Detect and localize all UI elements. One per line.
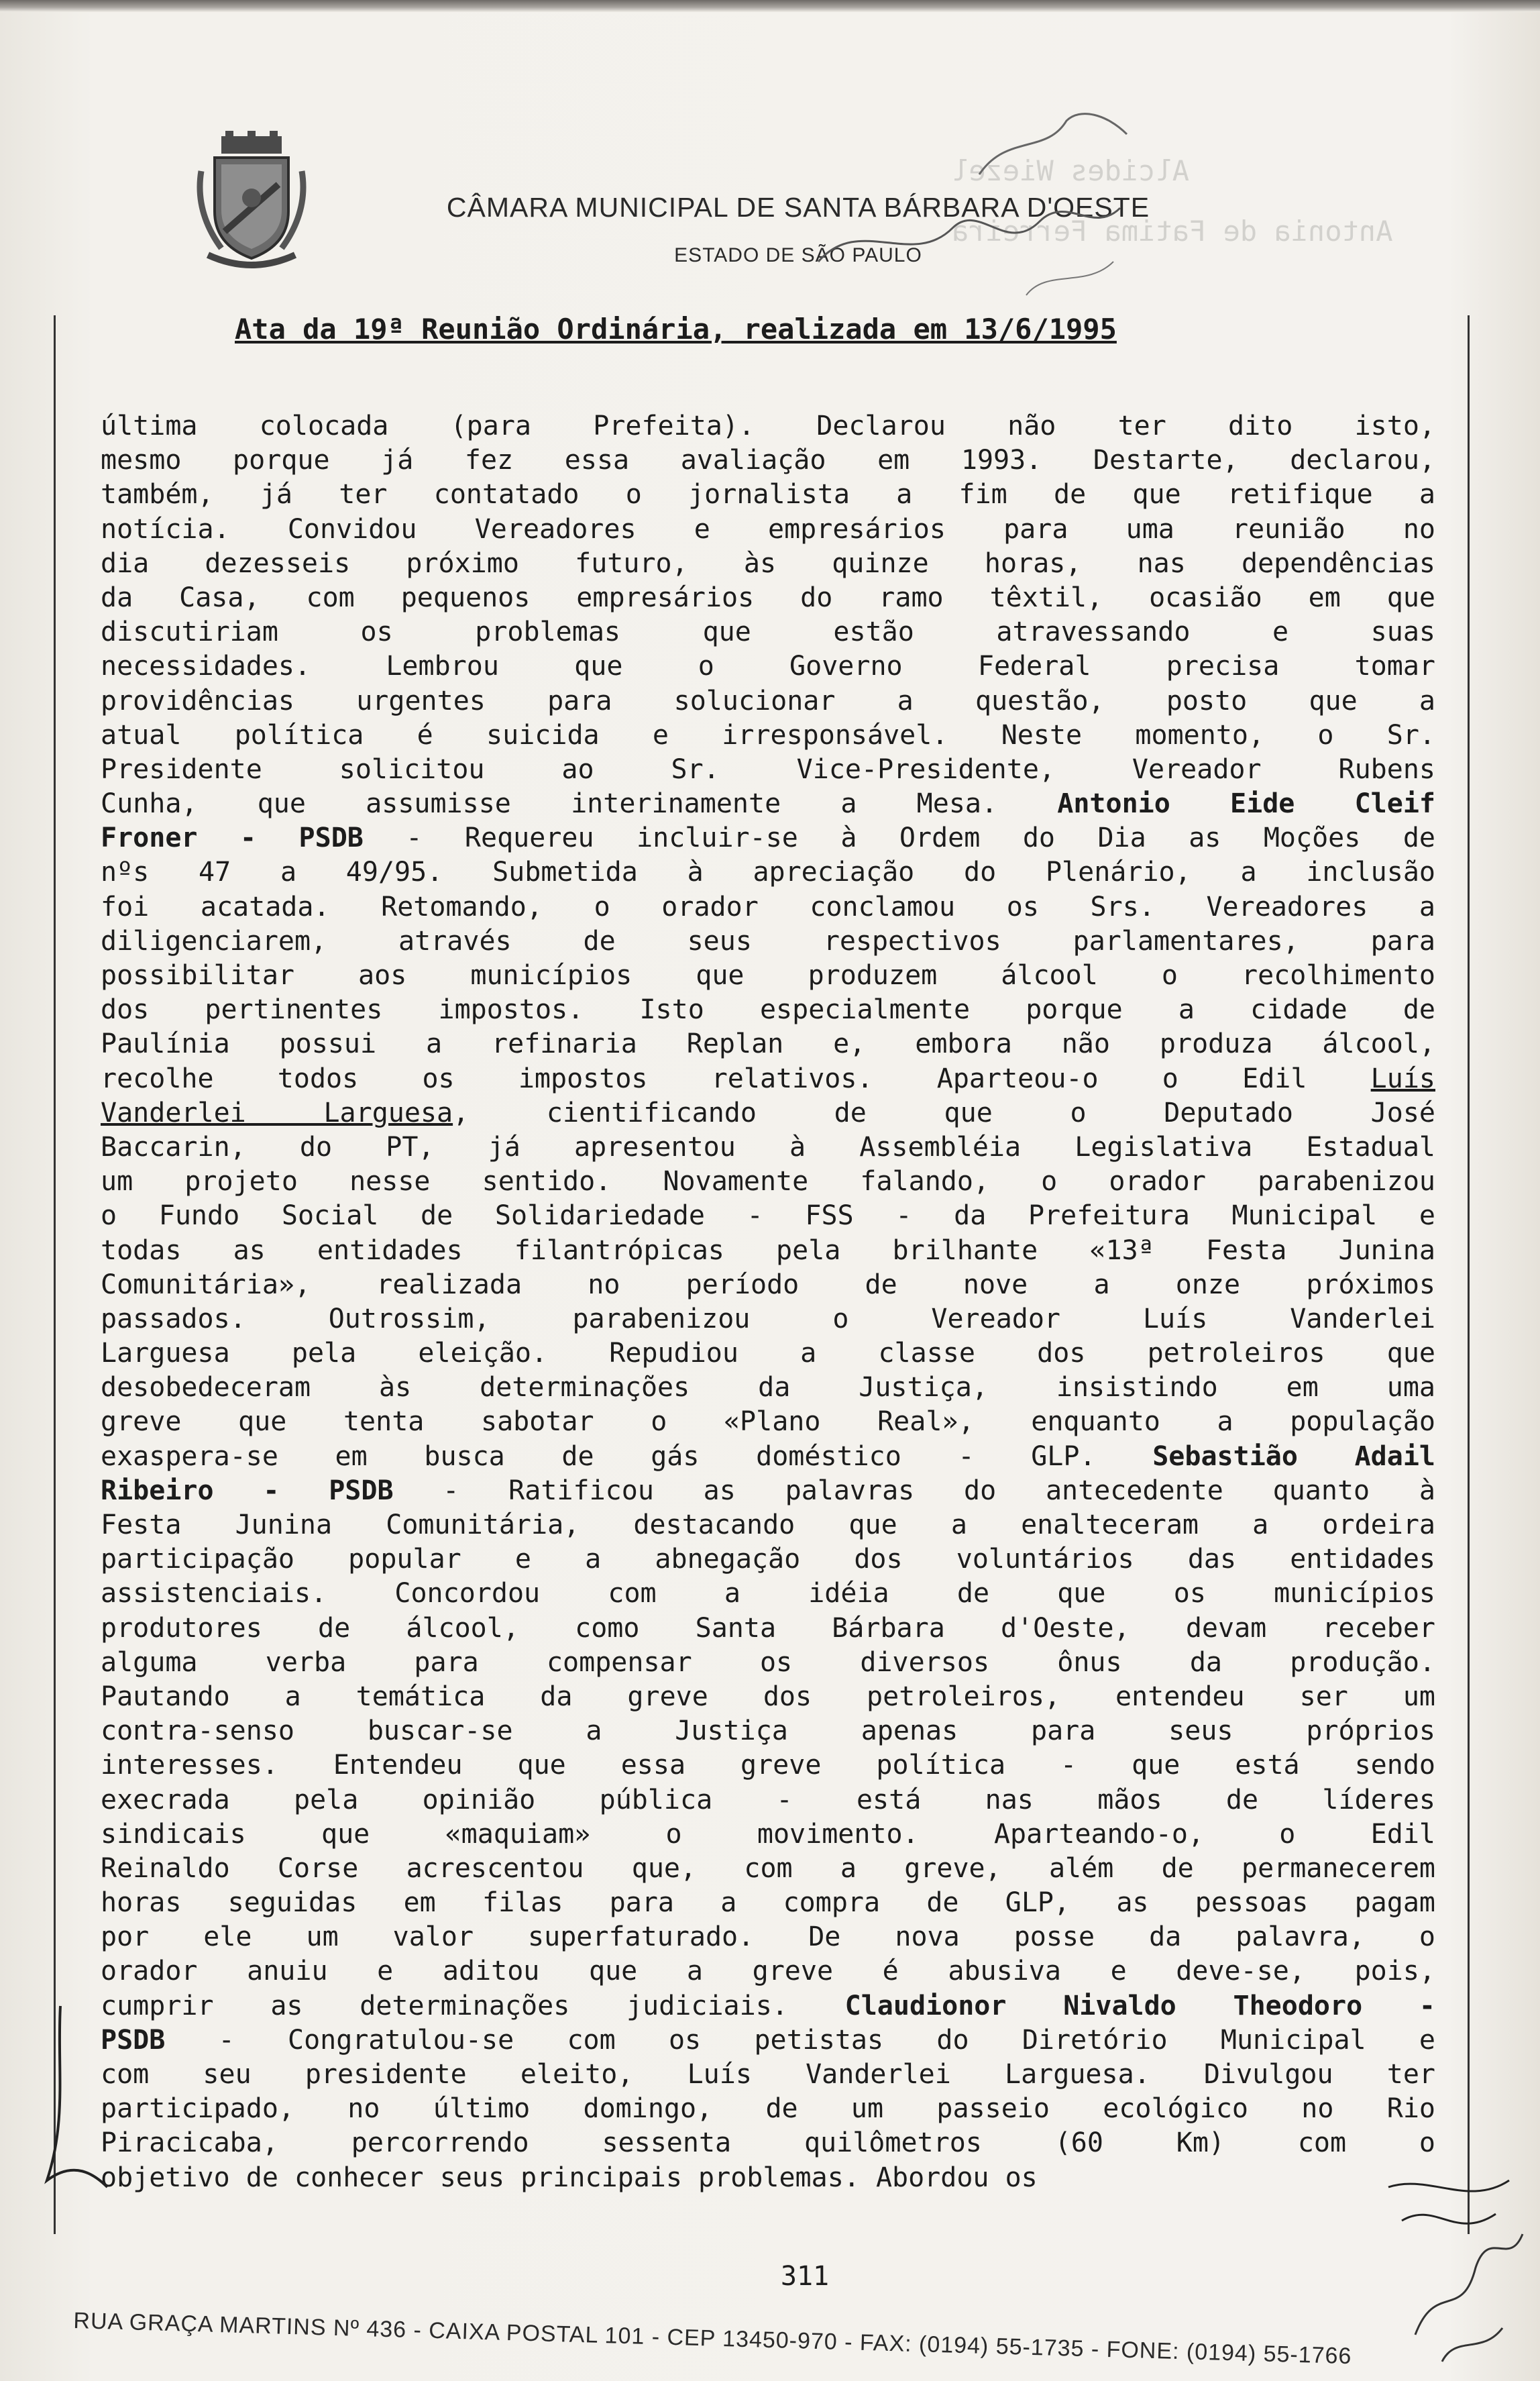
text-segment: também, já ter contatado o jornalista a fim de que retifique a	[101, 479, 1435, 511]
text-segment: cumprir as determinações judiciais.	[101, 1990, 845, 2021]
text-line	[101, 478, 1435, 512]
text-line	[101, 615, 1435, 649]
text-line	[101, 1130, 1435, 1165]
text-line	[101, 581, 1435, 615]
left-margin-rule	[54, 315, 56, 2234]
text-line	[101, 409, 1435, 443]
bleed-through-signatures: Alcides Wiezel Antonia de Fatima Ferreira	[951, 154, 1392, 248]
text-segment: recolhe todos os impostos relativos. Aparteou-o o Edil	[101, 1063, 1371, 1094]
margin-initials	[20, 1999, 114, 2201]
text-line	[101, 684, 1435, 719]
state-name: ESTADO DE SÃO PAULO	[674, 244, 922, 266]
text-segment: Froner - PSDB	[101, 823, 364, 854]
text-segment: - Requereu incluir-se à Ordem do Dia as Moções de	[363, 823, 1435, 854]
text-line	[101, 1062, 1435, 1096]
text-line	[101, 649, 1435, 684]
text-line	[101, 1440, 1435, 1474]
text-line	[101, 1611, 1435, 1646]
text-segment: dia dezesseis próximo futuro, às quinze horas, nas dependências	[101, 547, 1435, 579]
text-segment: - Ratificou as palavras do antecedente quanto à	[393, 1475, 1435, 1506]
text-segment: todas as entidades filantrópicas pela brilhante «13ª Festa Junina	[101, 1234, 1435, 1266]
text-line	[101, 1817, 1435, 1852]
text-line	[101, 1714, 1435, 1748]
text-line	[101, 2161, 1435, 2195]
text-line	[101, 787, 1435, 821]
text-segment: última colocada (para Prefeita). Declarou não ter dito isto,	[101, 411, 1435, 441]
text-segment: nºs 47 a 49/95. Submetida à apreciação do Plenário, a inclusão	[101, 857, 1435, 888]
text-segment: alguma verba para compensar os diversos ônus da produção.	[101, 1646, 1435, 1678]
text-line	[101, 443, 1435, 478]
text-segment: Pautando a temática da greve dos petroleiros, entendeu ser um	[101, 1681, 1435, 1712]
text-segment: Luís	[1370, 1063, 1435, 1094]
text-line	[101, 1680, 1435, 1714]
institution-name: CÂMARA MUNICIPAL DE SANTA BÁRBARA D'OESTE	[446, 192, 1150, 223]
right-margin-rule	[1468, 315, 1470, 2234]
text-line	[101, 1405, 1435, 1439]
text-segment: Piracicaba, percorrendo sessenta quilômetros (60 Km) com o	[101, 2127, 1435, 2159]
text-segment: , cientificando de que o Deputado José	[453, 1097, 1435, 1128]
text-segment: Claudionor Nivaldo Theodoro -	[844, 1990, 1435, 2021]
text-line	[101, 1954, 1435, 1989]
page-number: 311	[780, 2261, 830, 2292]
text-line	[101, 1783, 1435, 1817]
text-segment: notícia. Convidou Vereadores e empresários para uma reunião no	[101, 513, 1435, 545]
text-segment: Ribeiro - PSDB	[101, 1475, 394, 1506]
text-segment: exaspera-se em busca de gás doméstico - GLP.	[101, 1440, 1153, 1472]
text-line	[101, 890, 1435, 924]
text-segment: sindicais que «maquiam» o movimento. Aparteando-o, o Edil	[101, 1818, 1435, 1850]
text-line	[101, 1027, 1435, 1061]
text-segment: discutiriam os problemas que estão atravessando e suas	[101, 617, 1435, 648]
text-line	[101, 719, 1435, 753]
text-segment: com seu presidente eleito, Luís Vanderlei Larguesa. Divulgou ter	[101, 2059, 1435, 2090]
text-segment: objetivo de conhecer seus principais problemas. Abordou os	[101, 2162, 1038, 2193]
text-line	[101, 2023, 1435, 2058]
text-segment: Larguesa pela eleição. Repudiou a classe dos petroleiros que	[101, 1338, 1435, 1369]
text-segment: participação popular e a abnegação dos voluntários das entidades	[101, 1544, 1435, 1575]
text-segment: desobedeceram às determinações da Justiça, insistindo em uma	[101, 1372, 1435, 1404]
text-segment: participado, no último domingo, de um passeio ecológico no Rio	[101, 2093, 1435, 2125]
text-segment: assistenciais. Concordou com a idéia de que os municípios	[101, 1578, 1435, 1609]
text-line	[101, 1508, 1435, 1542]
text-line	[101, 1474, 1435, 1508]
page-title: Ata da 19ª Reunião Ordinária, realizada em 13/6/1995	[235, 313, 1117, 346]
text-line	[101, 1096, 1435, 1130]
text-segment: Reinaldo Corse acrescentou que, com a greve, além de permanecerem	[101, 1852, 1435, 1884]
text-segment: Presidente solicitou ao Sr. Vice-Presidente, Vereador Rubens	[101, 753, 1435, 785]
text-segment: PSDB	[101, 2024, 166, 2056]
text-line	[101, 547, 1435, 581]
text-segment: possibilitar aos municípios que produzem álcool o recolhimento	[101, 960, 1435, 991]
text-segment: horas seguidas em filas para a compra de GLP, as pessoas pagam	[101, 1887, 1435, 1919]
text-segment: execrada pela opinião pública - está nas mãos de líderes	[101, 1784, 1435, 1815]
text-line	[101, 1920, 1435, 1954]
text-segment: Antonio Eide Cleif	[1057, 788, 1435, 820]
text-segment: - Congratulou-se com os petistas do Diretório Municipal e	[165, 2024, 1435, 2056]
text-line	[101, 513, 1435, 547]
text-line	[101, 1646, 1435, 1680]
text-segment: Baccarin, do PT, já apresentou à Assembléia Legislativa Estadual	[101, 1131, 1435, 1163]
text-segment: contra-senso buscar-se a Justiça apenas para seus próprios	[101, 1715, 1435, 1747]
text-line	[101, 959, 1435, 993]
minutes-body	[101, 409, 1435, 2195]
text-line	[101, 753, 1435, 787]
text-line	[101, 924, 1435, 959]
text-segment: Paulínia possui a refinaria Replan e, embora não produza álcool,	[101, 1028, 1435, 1060]
text-line	[101, 821, 1435, 855]
text-line	[101, 2058, 1435, 2092]
text-line	[101, 993, 1435, 1027]
text-segment: Vanderlei Larguesa	[101, 1097, 453, 1128]
text-segment: passados. Outrossim, parabenizou o Vereador Luís Vanderlei	[101, 1303, 1435, 1334]
text-segment: Comunitária», realizada no período de nove a onze próximos	[101, 1269, 1435, 1300]
text-segment: por ele um valor superfaturado. De nova posse da palavra, o	[101, 1921, 1435, 1953]
text-line	[101, 2092, 1435, 2126]
text-segment: da Casa, com pequenos empresários do ramo têxtil, ocasião em que	[101, 582, 1435, 613]
text-segment: mesmo porque já fez essa avaliação em 1993. Destarte, declarou,	[101, 445, 1435, 476]
text-segment: Sebastião Adail	[1152, 1440, 1435, 1472]
text-segment: orador anuiu e aditou que a greve é abusiva e deve-se, pois,	[101, 1956, 1435, 1987]
text-line	[101, 1302, 1435, 1336]
text-line	[101, 1989, 1435, 2023]
text-line	[101, 1886, 1435, 1920]
text-segment: Cunha, que assumisse interinamente a Mesa.	[101, 788, 1058, 820]
text-segment: greve que tenta sabotar o «Plano Real», enquanto a população	[101, 1406, 1435, 1438]
text-line	[101, 1336, 1435, 1371]
text-segment: o Fundo Social de Solidariedade - FSS - da Prefeitura Municipal e	[101, 1200, 1435, 1232]
text-segment: um projeto nesse sentido. Novamente falando, o orador parabenizou	[101, 1166, 1435, 1198]
text-segment: produtores de álcool, como Santa Bárbara d'Oeste, devam receber	[101, 1612, 1435, 1644]
text-line	[101, 1234, 1435, 1268]
text-line	[101, 1199, 1435, 1233]
text-line	[101, 855, 1435, 890]
text-segment: interesses. Entendeu que essa greve política - que está sendo	[101, 1750, 1435, 1781]
text-line	[101, 1577, 1435, 1611]
text-line	[101, 1852, 1435, 1886]
scan-edge	[0, 0, 1540, 12]
coat-of-arms-icon	[195, 131, 309, 275]
address-footer: RUA GRAÇA MARTINS Nº 436 - CAIXA POSTAL 101 - CEP 13450-970 - FAX: (0194) 55-1735 - FONE: (0194) 55-1766	[72, 2308, 1352, 2370]
text-segment: foi acatada. Retomando, o orador conclamou os Srs. Vereadores a	[101, 891, 1435, 922]
text-segment: necessidades. Lembrou que o Governo Federal precisa tomar	[101, 651, 1435, 682]
text-segment: dos pertinentes impostos. Isto especialmente porque a cidade de	[101, 994, 1435, 1026]
text-line	[101, 1371, 1435, 1405]
text-segment: providências urgentes para solucionar a questão, posto que a	[101, 685, 1435, 717]
text-segment: diligenciarem, através de seus respectivos parlamentares, para	[101, 925, 1435, 957]
text-line	[101, 1165, 1435, 1199]
text-line	[101, 1268, 1435, 1302]
text-segment: Festa Junina Comunitária, destacando que a enalteceram a ordeira	[101, 1510, 1435, 1540]
text-line	[101, 1542, 1435, 1577]
text-line	[101, 1748, 1435, 1783]
text-line	[101, 2126, 1435, 2160]
text-segment: atual política é suicida e irresponsável. Neste momento, o Sr.	[101, 719, 1435, 751]
